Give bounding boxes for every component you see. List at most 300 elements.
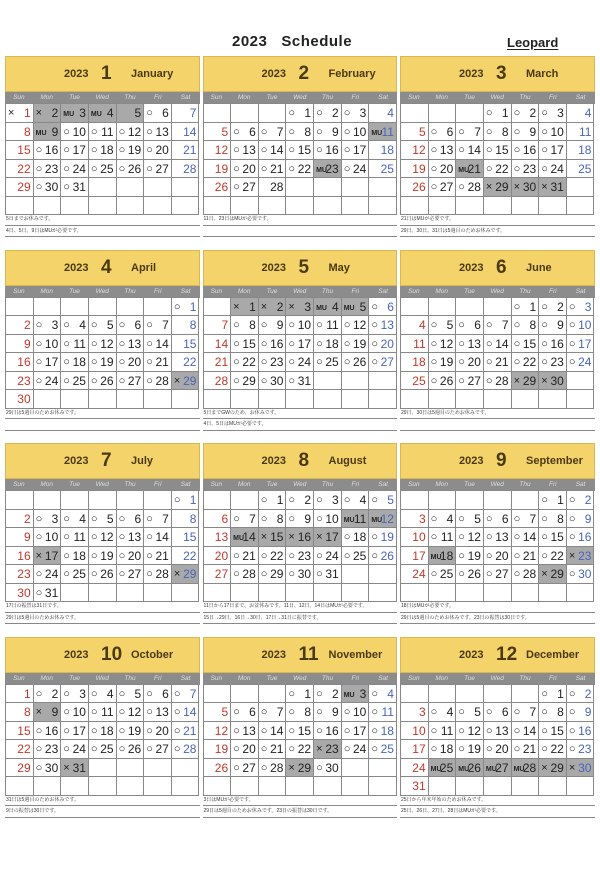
- day-cell: [567, 703, 595, 722]
- day-cell: [456, 759, 484, 778]
- day-cell: [512, 123, 540, 142]
- day-cell: [286, 298, 314, 317]
- day-number: 22: [495, 161, 509, 176]
- circle-mark: ○: [513, 107, 521, 119]
- empty-cell: [484, 197, 512, 216]
- circle-mark: ○: [485, 107, 493, 119]
- day-number: 23: [270, 355, 284, 369]
- day-cell: [429, 510, 457, 529]
- empty-cell: [61, 298, 89, 317]
- circle-mark: ○: [513, 743, 521, 755]
- day-number: 16: [550, 336, 564, 351]
- month-march: [400, 56, 595, 249]
- month-header: [203, 56, 398, 92]
- day-cell: [34, 722, 62, 741]
- day-cell: [117, 372, 145, 391]
- month-may: [203, 250, 398, 443]
- circle-mark: ○: [568, 494, 576, 506]
- day-number: 2: [584, 493, 592, 507]
- circle-mark: ○: [343, 494, 351, 506]
- circle-mark: ○: [430, 181, 438, 193]
- empty-cell: [314, 178, 342, 197]
- day-number: 28: [495, 373, 509, 388]
- circle-mark: ○: [288, 162, 296, 175]
- day-cell: [204, 759, 232, 778]
- circle-mark: ○: [485, 125, 493, 138]
- day-cell: [286, 722, 314, 741]
- day-cell: [61, 104, 89, 123]
- month-header: [5, 637, 200, 673]
- day-cell: [539, 565, 567, 584]
- empty-cell: [172, 584, 200, 603]
- day-cell: [61, 178, 89, 197]
- day-number: 26: [127, 742, 142, 756]
- day-number: 13: [155, 124, 169, 139]
- cross-mark: ×: [541, 761, 548, 774]
- day-cell: [539, 104, 567, 123]
- circle-mark: ○: [233, 706, 240, 718]
- day-cell: [61, 759, 89, 778]
- day-number: 9: [23, 336, 31, 351]
- day-cell: [484, 759, 512, 778]
- day-number: 27: [242, 760, 256, 775]
- empty-cell: [456, 197, 484, 216]
- day-cell: [34, 160, 62, 179]
- circle-mark: ○: [343, 724, 351, 737]
- circle-mark: ○: [233, 724, 240, 737]
- circle-mark: ○: [316, 494, 323, 506]
- day-cell: [314, 491, 342, 510]
- month-year: 2023: [64, 261, 89, 274]
- note-line: [5, 419, 200, 431]
- month-year: 2023: [64, 68, 89, 80]
- circle-mark: ○: [371, 724, 378, 737]
- empty-cell: [286, 178, 314, 197]
- day-cell: [6, 685, 34, 704]
- month-name: August: [328, 455, 367, 467]
- empty-cell: [369, 197, 397, 216]
- empty-cell: [204, 584, 232, 603]
- circle-mark: ○: [118, 531, 126, 543]
- day-cell: [231, 335, 259, 354]
- weekday-label: Tue: [464, 674, 475, 682]
- note-line: 11日から17日まで、お盆休みです。11日、12日、14日はMUが必要です。: [203, 601, 398, 613]
- day-number: 30: [325, 760, 339, 775]
- empty-cell: [89, 777, 117, 796]
- circle-mark: ○: [568, 687, 576, 700]
- day-cell: [342, 528, 370, 547]
- day-cell: [342, 353, 370, 372]
- day-cell: [117, 510, 145, 529]
- day-number: 30: [578, 567, 592, 581]
- day-number: 27: [155, 161, 169, 176]
- day-number: 28: [155, 373, 169, 388]
- circle-mark: ○: [146, 706, 153, 718]
- empty-cell: [204, 777, 232, 796]
- circle-mark: ○: [173, 687, 181, 700]
- circle-mark: ○: [90, 531, 98, 543]
- day-number: 5: [474, 705, 481, 719]
- circle-mark: ○: [485, 743, 493, 755]
- circle-mark: ○: [260, 494, 268, 506]
- day-number: 15: [550, 723, 564, 738]
- empty-cell: [172, 777, 200, 796]
- day-cell: [484, 372, 512, 391]
- day-number: 31: [412, 779, 426, 793]
- circle-mark: ○: [173, 300, 181, 313]
- day-number: 19: [412, 161, 426, 176]
- day-number: 17: [72, 723, 86, 738]
- circle-mark: ○: [35, 319, 43, 331]
- empty-cell: [484, 777, 512, 796]
- circle-mark: ○: [371, 687, 378, 700]
- day-cell: [6, 740, 34, 759]
- empty-cell: [567, 197, 595, 216]
- day-cell: [259, 141, 287, 160]
- weekday-label: Thu: [124, 94, 136, 101]
- day-number: 14: [183, 124, 197, 139]
- day-number: 16: [325, 143, 339, 157]
- circle-mark: ○: [90, 162, 98, 175]
- circle-mark: ○: [288, 319, 296, 331]
- day-number: 6: [501, 705, 509, 719]
- day-cell: [89, 353, 117, 372]
- day-cell: [144, 703, 172, 722]
- day-cell: [231, 510, 259, 529]
- day-number: 8: [189, 318, 197, 332]
- weekday-label: Fri: [154, 287, 162, 295]
- empty-cell: [314, 584, 342, 603]
- circle-mark: ○: [485, 162, 493, 175]
- circle-mark: ○: [343, 743, 351, 755]
- circle-mark: ○: [118, 356, 126, 368]
- day-number: 31: [550, 180, 564, 194]
- circle-mark: ○: [146, 549, 153, 562]
- cross-mark: ×: [288, 761, 295, 774]
- day-cell: [369, 123, 397, 142]
- day-number: 13: [242, 723, 256, 738]
- circle-mark: ○: [35, 568, 43, 580]
- day-grid: [5, 684, 200, 796]
- day-cell: [6, 759, 34, 778]
- day-cell: [231, 178, 259, 197]
- circle-mark: ○: [146, 531, 153, 543]
- day-cell: [61, 353, 89, 372]
- day-cell: [117, 335, 145, 354]
- day-number: 5: [221, 705, 229, 719]
- day-number: 31: [325, 567, 339, 581]
- circle-mark: ○: [541, 531, 548, 543]
- day-cell: [484, 565, 512, 584]
- day-number: 17: [352, 723, 367, 738]
- day-cell: [369, 685, 397, 704]
- circle-mark: ○: [485, 512, 493, 525]
- day-grid: [5, 490, 200, 602]
- empty-cell: [89, 390, 117, 409]
- circle-mark: ○: [146, 512, 153, 525]
- weekday-label: Sat: [180, 94, 191, 101]
- day-number: 2: [51, 686, 59, 701]
- empty-cell: [369, 372, 397, 391]
- empty-cell: [456, 104, 484, 123]
- day-number: 13: [467, 336, 481, 351]
- weekday-label: Sat: [378, 94, 388, 101]
- circle-mark: ○: [35, 181, 43, 193]
- weekday-label: Sun: [408, 287, 420, 295]
- day-cell: [539, 722, 567, 741]
- day-number: 16: [578, 530, 592, 544]
- circle-mark: ○: [63, 337, 70, 350]
- day-number: 4: [79, 318, 86, 332]
- month-name: February: [328, 68, 376, 80]
- day-cell: [567, 335, 595, 354]
- day-number: 8: [304, 124, 312, 139]
- day-cell: [117, 722, 145, 741]
- day-cell: [429, 759, 457, 778]
- note-line: 29日は5週目のためお休みです。23日の振替は30日です。: [203, 806, 398, 818]
- weekday-label: Thu: [124, 674, 136, 682]
- day-number: 13: [127, 530, 142, 544]
- day-cell: [144, 528, 172, 547]
- day-cell: [6, 565, 34, 584]
- empty-cell: [259, 777, 287, 796]
- day-cell: [204, 722, 232, 741]
- circle-mark: ○: [63, 319, 70, 331]
- circle-mark: ○: [63, 162, 70, 175]
- day-cell: [369, 547, 397, 566]
- note-line: [400, 419, 595, 431]
- day-number: 1: [23, 106, 31, 120]
- circle-mark: ○: [63, 125, 70, 138]
- circle-mark: ○: [118, 706, 126, 718]
- empty-cell: [117, 759, 145, 778]
- empty-cell: [314, 777, 342, 796]
- day-cell: [401, 703, 429, 722]
- empty-cell: [34, 777, 62, 796]
- circle-mark: ○: [260, 743, 268, 755]
- day-cell: [484, 316, 512, 335]
- cross-mark: ×: [35, 107, 43, 119]
- day-cell: [6, 178, 34, 197]
- day-number: 15: [495, 143, 509, 157]
- day-cell: [314, 759, 342, 778]
- empty-cell: [456, 390, 484, 409]
- day-number: 21: [183, 723, 197, 738]
- empty-cell: [456, 584, 484, 603]
- day-cell: [144, 372, 172, 391]
- day-number: 12: [380, 511, 394, 526]
- day-number: 6: [249, 124, 256, 139]
- day-cell: [286, 759, 314, 778]
- day-number: 30: [522, 180, 537, 194]
- day-cell: [567, 740, 595, 759]
- circle-mark: ○: [233, 319, 240, 331]
- day-cell: [456, 178, 484, 197]
- day-cell: [204, 510, 232, 529]
- day-cell: [456, 565, 484, 584]
- weekday-label: Mon: [40, 674, 53, 682]
- day-cell: [89, 510, 117, 529]
- circle-mark: ○: [233, 125, 240, 138]
- circle-mark: ○: [458, 568, 465, 580]
- circle-mark: ○: [260, 706, 268, 718]
- day-number: 3: [557, 106, 564, 120]
- month-name: January: [131, 68, 174, 80]
- day-cell: [34, 584, 62, 603]
- circle-mark: ○: [35, 531, 43, 543]
- empty-cell: [314, 197, 342, 216]
- day-number: 14: [522, 723, 537, 738]
- circle-mark: ○: [118, 162, 126, 175]
- day-cell: [342, 316, 370, 335]
- day-number: 22: [522, 355, 537, 369]
- circle-mark: ○: [568, 706, 576, 718]
- day-cell: [484, 123, 512, 142]
- day-number: 1: [189, 299, 197, 314]
- day-number: 9: [557, 318, 564, 332]
- day-number: 16: [297, 530, 312, 544]
- month-year: 2023: [459, 648, 484, 661]
- day-number: 6: [134, 318, 142, 332]
- circle-mark: ○: [371, 743, 378, 755]
- circle-mark: ○: [288, 356, 296, 368]
- day-number: 4: [446, 511, 454, 526]
- circle-mark: ○: [260, 761, 268, 774]
- circle-mark: ○: [118, 687, 126, 700]
- day-number: 6: [501, 511, 509, 526]
- circle-mark: ○: [316, 687, 323, 700]
- month-notes: [203, 601, 398, 624]
- circle-mark: ○: [316, 107, 323, 119]
- month-february: [203, 56, 398, 249]
- circle-mark: ○: [371, 300, 378, 313]
- day-cell: [539, 123, 567, 142]
- day-number: 3: [51, 318, 59, 332]
- circle-mark: ○: [430, 162, 438, 175]
- month-year: 2023: [459, 68, 484, 80]
- circle-mark: ○: [35, 144, 43, 156]
- day-number: 13: [155, 705, 169, 719]
- circle-mark: ○: [90, 144, 98, 156]
- empty-cell: [172, 390, 200, 409]
- circle-mark: ○: [173, 494, 181, 506]
- circle-mark: ○: [146, 319, 153, 331]
- day-number: 14: [183, 705, 197, 719]
- day-number: 29: [242, 373, 256, 388]
- day-number: 4: [446, 705, 454, 719]
- weekday-label: Thu: [321, 287, 334, 295]
- circle-mark: ○: [260, 337, 268, 350]
- day-cell: [539, 510, 567, 529]
- month-year: 2023: [64, 455, 89, 467]
- day-number: 18: [100, 723, 114, 738]
- day-number: 19: [214, 161, 229, 176]
- circle-mark: ○: [90, 337, 98, 350]
- day-number: 15: [550, 530, 564, 544]
- day-cell: [6, 372, 34, 391]
- weekday-label: Sat: [575, 287, 586, 295]
- day-cell: [429, 565, 457, 584]
- weekday-label: Thu: [321, 674, 334, 682]
- empty-cell: [512, 685, 540, 704]
- cross-mark: ×: [288, 531, 295, 543]
- circle-mark: ○: [260, 568, 268, 580]
- day-cell: [61, 740, 89, 759]
- day-number: 28: [214, 373, 229, 388]
- day-cell: [259, 547, 287, 566]
- day-number: 7: [501, 318, 509, 332]
- circle-mark: ○: [430, 724, 438, 737]
- day-cell: [172, 104, 200, 123]
- day-cell: [144, 316, 172, 335]
- circle-mark: ○: [568, 568, 576, 580]
- day-number: 12: [412, 143, 426, 157]
- day-number: 23: [578, 742, 592, 756]
- day-cell: [539, 335, 567, 354]
- day-cell: [484, 178, 512, 197]
- empty-cell: [512, 584, 540, 603]
- day-number: 23: [44, 742, 59, 756]
- day-cell: [144, 547, 172, 566]
- day-number: 4: [79, 511, 86, 526]
- circle-mark: ○: [118, 125, 126, 138]
- day-cell: [539, 685, 567, 704]
- circle-mark: ○: [343, 356, 351, 368]
- note-line: 25日から年末年始のためお休みです。: [400, 795, 595, 807]
- day-number: 12: [127, 124, 142, 139]
- page-title: 2023 Schedule: [232, 33, 353, 50]
- weekday-label: Tue: [464, 94, 475, 101]
- day-cell: [401, 528, 429, 547]
- empty-cell: [144, 759, 172, 778]
- circle-mark: ○: [513, 300, 521, 313]
- day-number: 24: [44, 567, 59, 581]
- day-cell: [484, 353, 512, 372]
- day-number: 17: [44, 355, 59, 369]
- month-notes: [5, 408, 200, 431]
- day-cell: [117, 160, 145, 179]
- day-cell: [567, 510, 595, 529]
- weekday-label: Fri: [549, 674, 557, 682]
- empty-cell: [456, 491, 484, 510]
- day-cell: [117, 703, 145, 722]
- month-name: October: [131, 648, 174, 661]
- note-line: 5日までお休みです。: [5, 214, 200, 226]
- day-number: 15: [17, 723, 31, 738]
- circle-mark: ○: [430, 319, 438, 331]
- empty-cell: [204, 104, 232, 123]
- day-cell: [172, 298, 200, 317]
- day-cell: [259, 759, 287, 778]
- empty-cell: [61, 390, 89, 409]
- day-cell: [34, 759, 62, 778]
- day-number: 11: [381, 705, 394, 719]
- day-cell: [89, 104, 117, 123]
- month-name: November: [328, 648, 383, 661]
- circle-mark: ○: [430, 356, 438, 368]
- circle-mark: ○: [90, 743, 98, 755]
- month-notes: [400, 408, 595, 431]
- weekday-label: Sun: [210, 481, 223, 488]
- day-cell: [172, 703, 200, 722]
- circle-mark: ○: [233, 743, 240, 755]
- day-cell: [401, 353, 429, 372]
- day-number: 9: [332, 124, 339, 139]
- circle-mark: ○: [260, 724, 268, 737]
- day-cell: [539, 178, 567, 197]
- circle-mark: ○: [118, 337, 126, 350]
- empty-cell: [401, 197, 429, 216]
